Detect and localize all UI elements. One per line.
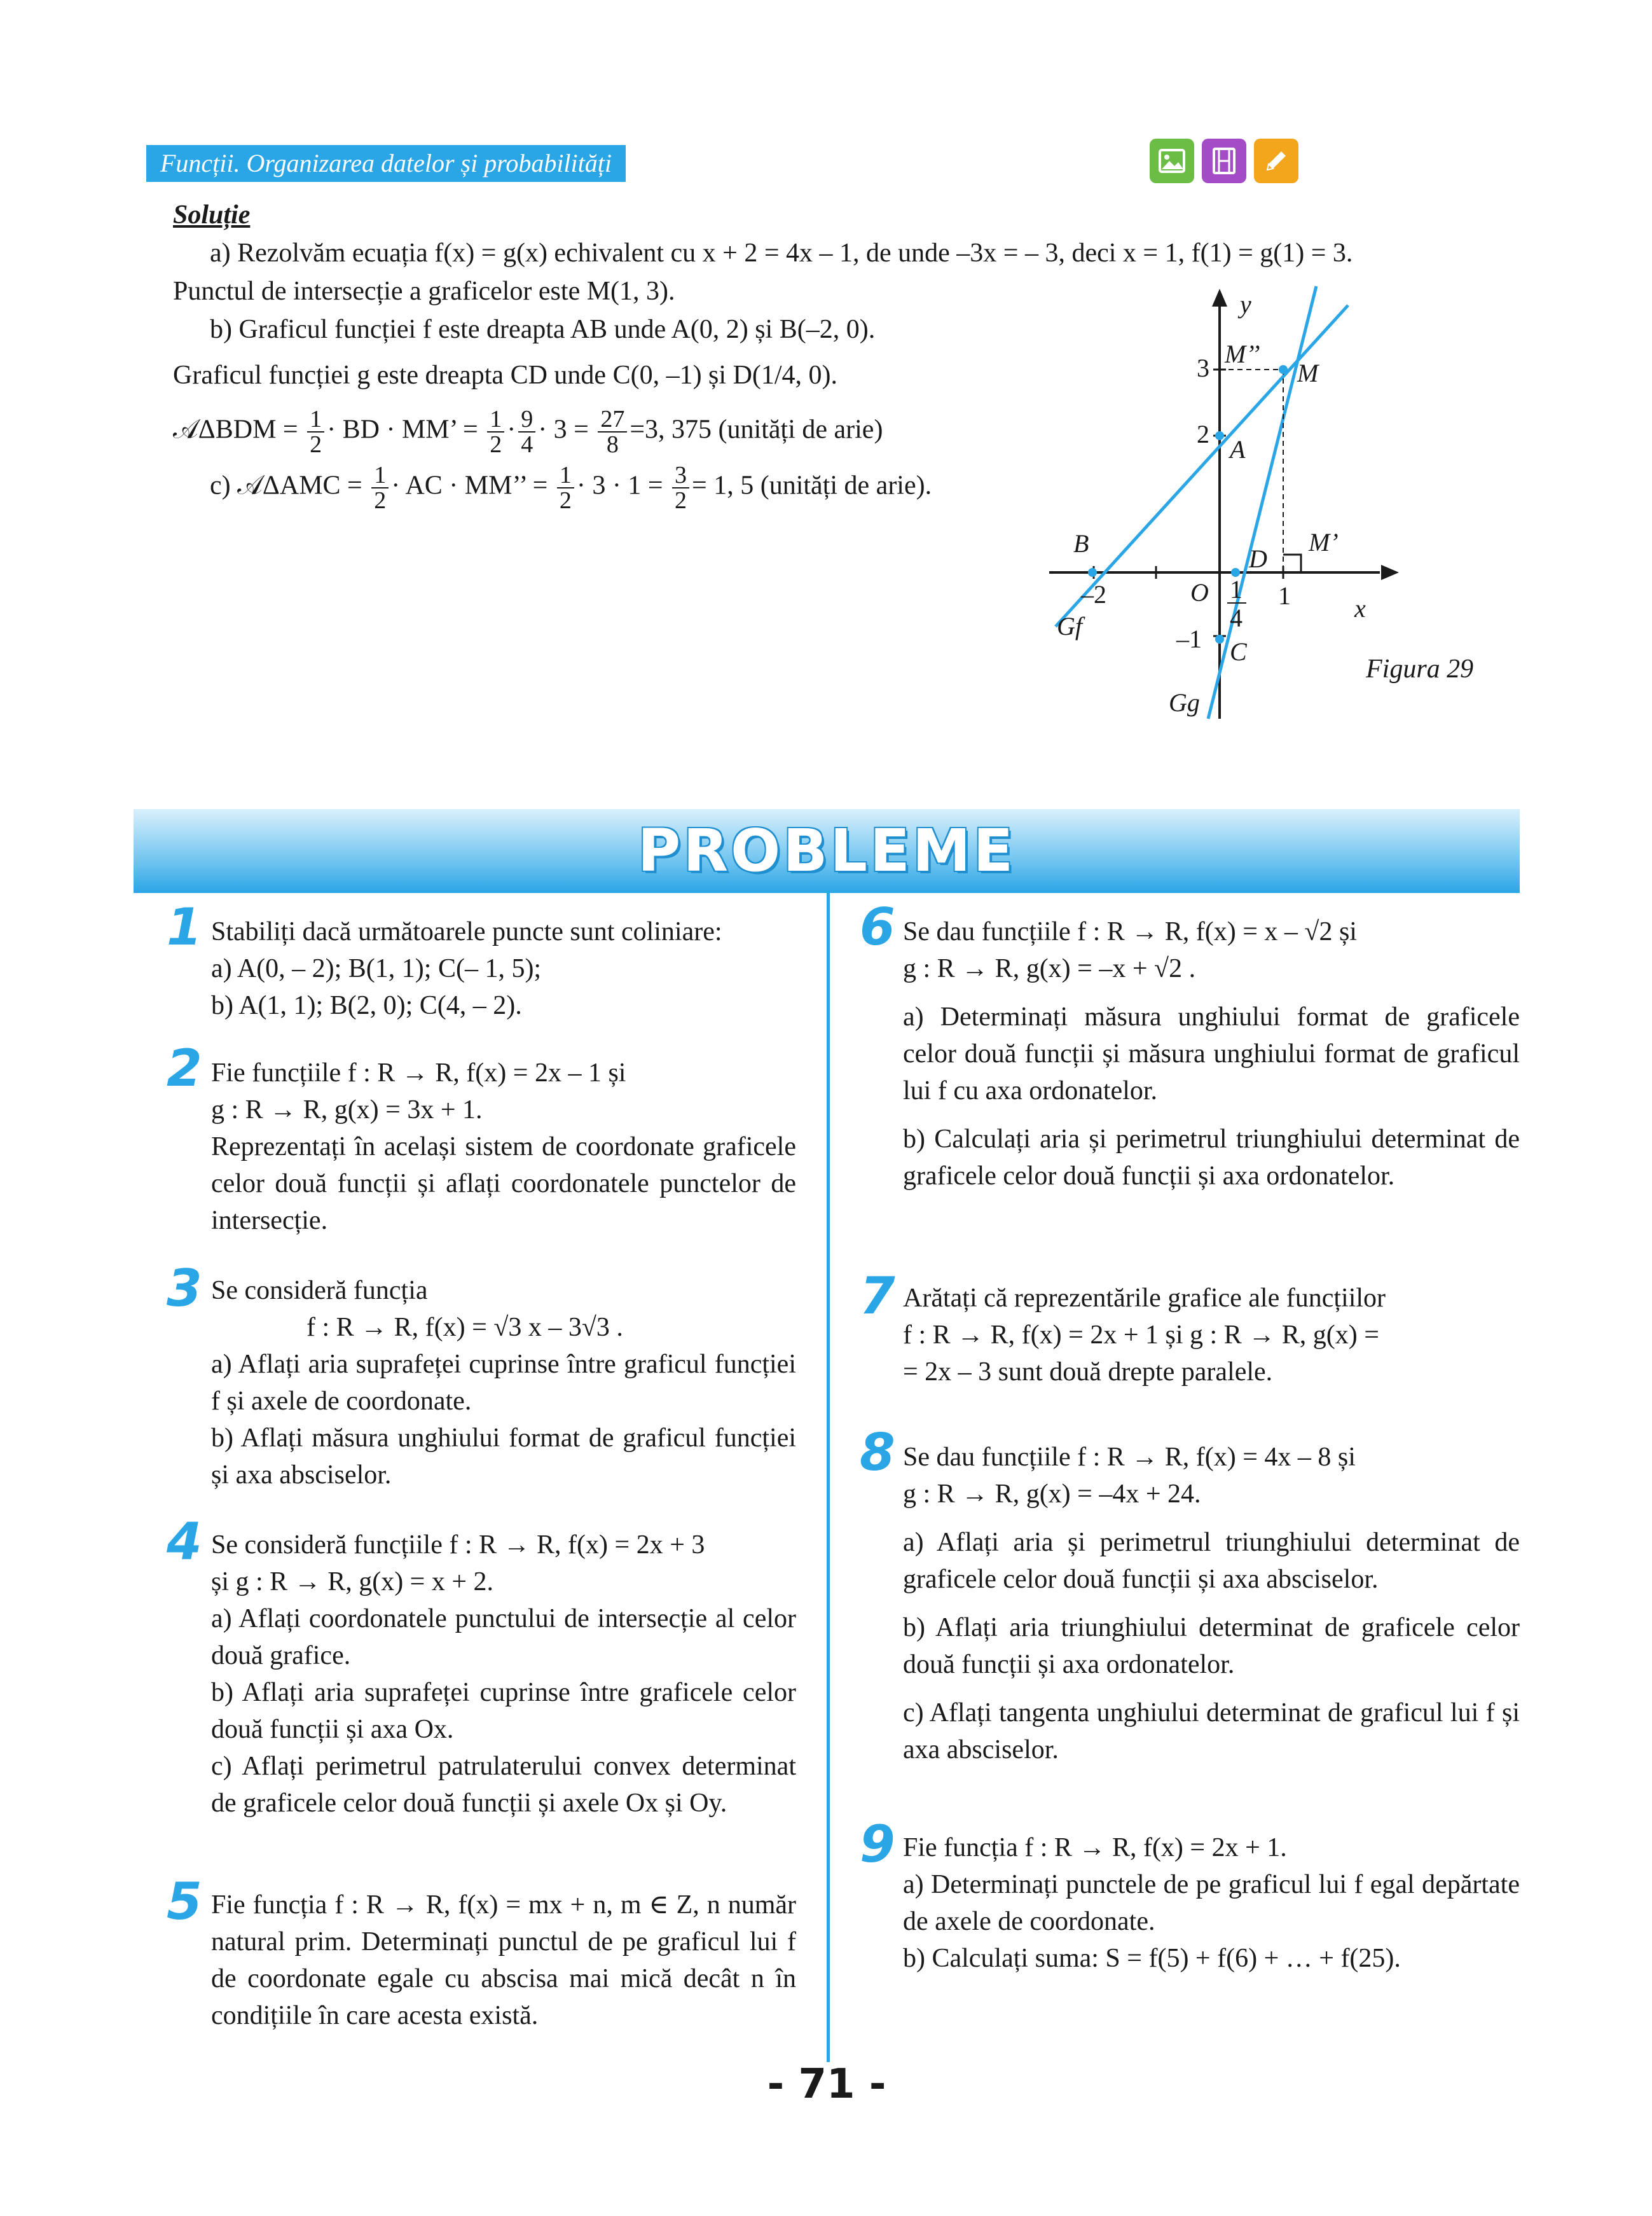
problems-banner (134, 809, 1520, 893)
area-amc-mid: · AC · MM’’ = (391, 471, 554, 501)
problem-5 (211, 1887, 796, 2034)
area-bdm-mid: · BD · MM’ = (327, 415, 485, 445)
solution-a-line1: a) Rezolvăm ecuația f(x) = g(x) echivalent cu x + 2 = 4x – 1, de unde –3x = – 3, deci x = 1, f(1) = g(1) = 3. (210, 239, 1353, 268)
label-gg-text: Gg (1169, 688, 1200, 717)
problem-number-2: 2 (167, 1039, 202, 1098)
problem-3-line2: f : R → R, f(x) = √3 x – 3√3 . (306, 1313, 623, 1342)
problem-2-line1: Fie funcțiile f : R → R, f(x) = 2x – 1 și (211, 1058, 626, 1088)
problem-number-9: 9 (860, 1815, 895, 1874)
area-amc-prefix: c) 𝒜ΔAMC = (210, 471, 369, 501)
problem-2 (211, 1055, 796, 1239)
problem-3 (211, 1272, 796, 1493)
problem-8-c: c) Aflați tangenta unghiului determinat de graficul lui f și axa absciselor. (903, 1698, 1520, 1764)
problem-9 (903, 1829, 1520, 1977)
problem-1 (211, 913, 796, 1024)
problem-8 (903, 1439, 1520, 1768)
point-b (1088, 568, 1097, 577)
problem-3-line1: Se consideră funcția (211, 1276, 428, 1305)
problem-number-6: 6 (860, 897, 895, 957)
problem-7-line1: Arătați că reprezentările grafice ale funcțiilor (903, 1284, 1386, 1313)
area-amc-formula: c) 𝒜ΔAMC = $\frac{1}{2}$ · AC · MM’’ = $\frac{1}{2}$ · 3 · 1 = $\frac{3}{2}$ = 1, 5 (unități de arie). (210, 462, 932, 514)
label-x: x (1354, 594, 1366, 623)
label-gf-text: Gf (1057, 612, 1082, 641)
problem-7 (903, 1280, 1520, 1390)
problem-8-b: b) Aflați aria triunghiului determinat de graficele celor două funcții și axa ordonatelor. (903, 1613, 1520, 1679)
problem-4-b: b) Aflați aria suprafeței cuprinse între graficele celor două funcții și axa Ox. (211, 1678, 796, 1744)
film-icon[interactable] (1202, 139, 1246, 183)
label-d: D (1249, 544, 1267, 573)
problem-number-5: 5 (167, 1872, 202, 1931)
problem-number-4: 4 (167, 1512, 202, 1571)
problem-number-1: 1 (167, 897, 202, 957)
problem-number-3: 3 (167, 1259, 202, 1318)
label-m: M (1297, 359, 1319, 387)
problem-5-text: Fie funcția f : R → R, f(x) = mx + n, m ∈ Z, n număr natural prim. Determinați punctul de pe graficul lui f de coordonate egale cu abscisa mai mică decât n în condițiile în care acesta există. (211, 1890, 796, 2030)
image-icon[interactable] (1150, 139, 1194, 183)
page-number: - 71 - (767, 2061, 886, 2108)
fraction-27-8: $\frac{27}{8}$ (598, 407, 627, 457)
fraction-three-halves: $\frac{3}{2}$ (672, 463, 689, 513)
tick-label-3: 3 (1197, 354, 1209, 382)
problem-4 (211, 1527, 796, 1822)
solution-b-line1: b) Graficul funcției f este dreapta AB unde A(0, 2) și B(–2, 0). (210, 315, 876, 344)
problem-8-a: a) Aflați aria și perimetrul triunghiului determinat de graficele celor două funcții și axa absciselor. (903, 1528, 1520, 1594)
problem-6-line2: g : R → R, g(x) = –x + √2 . (903, 954, 1196, 983)
problem-3-b: b) Aflați măsura unghiului format de graficul funcției și axa absciselor. (211, 1423, 796, 1490)
problem-6-line1: Se dau funcțiile f : R → R, f(x) = x – √2 și (903, 917, 1357, 946)
tick-label-minus2: –2 (1081, 580, 1106, 609)
problem-9-a: a) Determinați punctele de pe graficul lui f egal depărtate de axele de coordonate. (903, 1870, 1520, 1936)
pencil-icon[interactable] (1254, 139, 1298, 183)
fraction-nine-quarters: $\frac{9}{4}$ (518, 407, 535, 457)
problem-4-c: c) Aflați perimetrul patrulaterului convex determinat de graficele celor două funcții și axele Ox și Oy. (211, 1752, 796, 1818)
point-a (1215, 431, 1224, 440)
problem-8-line2: g : R → R, g(x) = –4x + 24. (903, 1479, 1201, 1509)
problem-1-stem: Stabiliți dacă următoarele puncte sunt coliniare: (211, 917, 722, 946)
area-bdm-formula: 𝒜ΔBDM = $\frac{1}{2}$ · BD · MM’ = $\frac{1}{2}$ · $\frac{9}{4}$ · 3 = $\frac{27}{8}$ =3, 375 (unități de arie) (173, 406, 883, 458)
label-gf (1057, 612, 1085, 641)
label-m1: M’ (1309, 528, 1339, 557)
fraction-one-half: $\frac{1}{2}$ (371, 463, 389, 513)
x-axis-arrow (1381, 565, 1399, 580)
problems-title: PROBLEME (637, 817, 1016, 885)
fraction-one-half: $\frac{1}{2}$ (557, 463, 574, 513)
problem-9-b: b) Calculați suma: S = f(5) + f(6) + … + f(25). (903, 1944, 1401, 1973)
label-m2: M’’ (1225, 340, 1260, 368)
problem-3-a: a) Aflați aria suprafeței cuprinse între graficul funcției f și axele de coordonate. (211, 1350, 796, 1416)
problem-6-b: b) Calculați aria și perimetrul triunghiului determinat de graficele celor două funcții și axa ordonatelor. (903, 1125, 1520, 1191)
figure-caption: Figura 29 (1366, 654, 1474, 684)
label-b: B (1073, 529, 1089, 558)
tick-label-quarter-num: 1 (1230, 575, 1242, 604)
solution-heading: Soluție (173, 200, 251, 230)
tick-label-quarter-den: 4 (1230, 604, 1242, 632)
problem-2-line3: Reprezentați în același sistem de coordonate graficele celor două funcții și aflați coordonatele punctelor de intersecție. (211, 1132, 796, 1235)
problem-7-line3: = 2x – 3 sunt două drepte paralele. (903, 1357, 1273, 1387)
label-a: A (1230, 435, 1246, 464)
area-bdm-suffix: =3, 375 (unități de arie) (630, 415, 883, 445)
problem-7-line2: f : R → R, f(x) = 2x + 1 și g : R → R, g(x) = (903, 1320, 1379, 1350)
label-o: O (1190, 578, 1209, 607)
problem-9-line1: Fie funcția f : R → R, f(x) = 2x + 1. (903, 1833, 1287, 1862)
solution-a-line2: Punctul de intersecție a graficelor este M(1, 3). (173, 277, 675, 306)
fraction-one-half: $\frac{1}{2}$ (487, 407, 504, 457)
problem-8-line1: Se dau funcțiile f : R → R, f(x) = 4x – 8 și (903, 1443, 1356, 1472)
y-axis-arrow (1212, 289, 1227, 307)
problem-4-line2: și g : R → R, g(x) = x + 2. (211, 1567, 494, 1596)
label-y: y (1240, 290, 1251, 319)
problem-4-line1: Se consideră funcțiile f : R → R, f(x) = 2x + 3 (211, 1530, 705, 1560)
column-divider (827, 893, 830, 2062)
fraction-one-half: $\frac{1}{2}$ (307, 407, 324, 457)
tick-label-minus1: –1 (1176, 625, 1202, 653)
right-angle-marker (1283, 555, 1301, 572)
label-gg (1169, 688, 1200, 717)
point-m (1279, 365, 1288, 374)
tick-label-2: 2 (1197, 420, 1209, 448)
problem-1-b: b) A(1, 1); B(2, 0); C(4, – 2). (211, 991, 522, 1020)
problem-1-a: a) A(0, – 2); B(1, 1); C(– 1, 5); (211, 954, 542, 983)
tick-label-1: 1 (1278, 581, 1291, 610)
figure-29-graph (1017, 280, 1590, 738)
solution-b-line2: Graficul funcției g este dreapta CD unde C(0, –1) și D(1/4, 0). (173, 361, 838, 390)
area-amc-suffix: = 1, 5 (unități de arie). (692, 471, 932, 501)
problem-number-7: 7 (860, 1266, 895, 1326)
label-c: C (1230, 637, 1247, 666)
section-tag: Funcții. Organizarea datelor și probabilități (146, 145, 626, 182)
area-bdm-prefix: 𝒜ΔBDM = (173, 415, 305, 445)
problem-4-a: a) Aflați coordonatele punctului de intersecție al celor două grafice. (211, 1604, 796, 1670)
problem-6-a: a) Determinați măsura unghiului format de graficele celor două funcții și măsura unghiului format de graficul lui f cu axa ordonatelor. (903, 1002, 1520, 1105)
problem-number-8: 8 (860, 1423, 895, 1482)
problem-6 (903, 913, 1520, 1195)
point-c (1215, 635, 1224, 644)
problem-2-line2: g : R → R, g(x) = 3x + 1. (211, 1095, 483, 1125)
